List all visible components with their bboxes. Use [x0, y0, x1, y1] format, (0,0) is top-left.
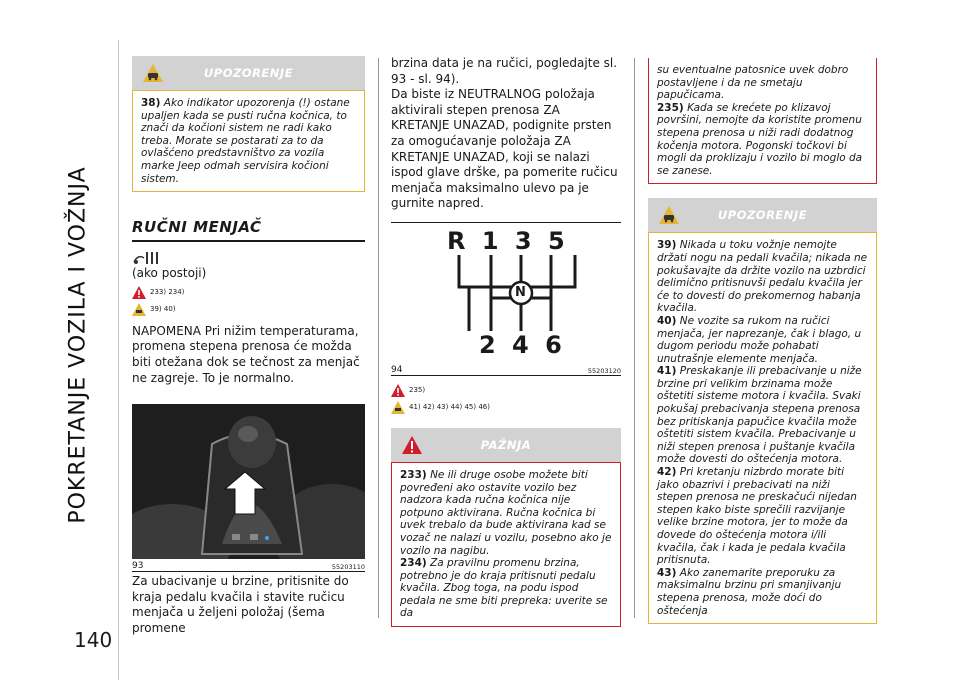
figure-94-caption: [391, 365, 621, 375]
danger-233-text: Ne ili druge osobe možete biti povređeni ako ostavite vozilo bez nadzora kada ručna kočnica nije potpuno aktivirana. Ručna kočnica bi uvek trebalo da bude aktivirana kad se vozač ne nalazi u vozilu, posebno ako je vozilo na nagibu.: [400, 468, 612, 557]
danger-header: [391, 428, 621, 462]
figure-94-number: 94: [391, 364, 403, 375]
warning-header-text: UPOZORENJE: [203, 66, 294, 80]
gear-lever-photo: [132, 404, 365, 559]
car-warning-icon: [142, 63, 164, 83]
danger-234-text: Za pravilnu promenu brzina, potrebno je do kraja pritisnuti pedalu kvačila. Zbog toga, na podu ispod pedala ne sme biti prepreka: uverite se da: [400, 557, 608, 620]
car-warning-icon: [658, 205, 680, 225]
danger-triangle-icon: [391, 384, 405, 397]
figure-93-number: 93: [132, 561, 144, 572]
warning-refs-text: 41) 42) 43) 44) 45) 46): [409, 403, 490, 412]
column2-top-text: brzina data je na ručici, pogledajte sl. 93 - sl. 94).: [391, 56, 618, 86]
figure-93-caption: [132, 561, 365, 571]
danger-header-text: PAŽNJA: [480, 437, 532, 452]
danger-233-number: 233): [400, 468, 427, 481]
warning-39-text: Nikada u toku vožnje nemojte držati nogu na pedali kvačila; nikada ne pokušavajte da držite vozilo na uzbrdici delimično pritisnuvši pedalu kvačila jer će to dovesti do prekomernog habanja kvačila.: [657, 239, 868, 315]
column-1: [132, 56, 365, 637]
warning-38-number: 38): [141, 97, 161, 109]
column-divider-1: [378, 58, 379, 618]
gear-shift-pattern: [391, 223, 621, 363]
danger-234-number: 234): [400, 557, 427, 570]
warning-header: [648, 198, 877, 232]
figure-93-code: 55203110: [331, 563, 365, 572]
gearbox-icon: [132, 250, 158, 266]
column-divider-2: [634, 58, 635, 618]
warning-box-38: [132, 90, 365, 192]
column-2: [391, 56, 621, 627]
side-divider: [118, 40, 119, 680]
warning-42-text: Pri kretanju nizbrdo morate biti jako obazrivi i prebacivati na niži stepen prenosa ne preskačući nijedan stepen kako biste sprečili razvijanje velike brzine motora, jer to može da dovede do oštećenja motora i/ili kvačila, čak i kada je pedala kvačila pritisnuta.: [657, 466, 857, 567]
danger-box-continued: [648, 58, 877, 184]
car-warning-icon: [391, 401, 405, 414]
warning-refs: [132, 303, 365, 316]
shift-instruction-text: Za ubacivanje u brzine, pritisnite do kraja pedalu kvačila i stavite ručicu menjača u željeni položaj (šema promene: [132, 574, 349, 635]
warning-43-number: 43): [657, 566, 677, 579]
danger-refs-text: 235): [409, 386, 426, 395]
car-warning-icon: [132, 303, 146, 316]
warning-refs-text: 39) 40): [150, 305, 176, 314]
figure-93-line: [132, 571, 365, 572]
danger-box: [391, 462, 621, 627]
section-title: RUČNI MENJAČ: [132, 218, 262, 237]
reverse-instruction-text: Da biste iz NEUTRALNOG položaja aktivirali stepen prenosa ZA KRETANJE UNAZAD, podignite prsten za omogućavanje položaja ZA KRETANJE UNAZAD, koji se nalazi ispod glave drške, pa pomerite ručicu menjača maksimalno ulevo pa je gurnite napred.: [391, 87, 618, 211]
chapter-side-title: POKRETANJE VOZILA I VOŽNJA: [65, 166, 91, 524]
warning-38-text: Ako indikator upozorenja (!) ostane upaljen kada se pusti ručna kočnica, to znači da kočioni sistem ne radi kako treba. Morate se postarati za to da ovlašćeno predstavništvo za vozila marke Jeep odmah servisira kočioni sistem.: [141, 97, 350, 185]
danger-235-text: Kada se krećete po klizavoj površini, nemojte da koristite promenu stepena prenosa u niži radi dodatnog kočenja motora. Pogonski točkovi bi mogli da proklizaju i vozilo bi moglo da se zanese.: [657, 101, 863, 177]
warning-40-number: 40): [657, 314, 677, 327]
danger-refs: [132, 286, 365, 299]
figure-94-line: [391, 375, 621, 376]
danger-triangle-icon: [132, 286, 146, 299]
gear-bottom-labels: 2 4 6: [479, 330, 566, 359]
warning-39-number: 39): [657, 239, 677, 252]
optional-text: (ako postoji): [132, 266, 207, 281]
danger-triangle-icon: [401, 435, 423, 455]
warning-43-text: Ako zanemarite preporuku za maksimalnu brzinu pri smanjivanju stepena prenosa, može doći do oštećenja: [657, 566, 842, 617]
warning-refs: [391, 401, 621, 414]
warning-header-text: UPOZORENJE: [717, 208, 808, 223]
warning-41-number: 41): [657, 365, 677, 378]
warning-header: [132, 56, 365, 90]
note-text: NAPOMENA Pri nižim temperaturama, promena stepena prenosa će možda biti otežana dok se tečnost za menjač ne zagreje. To je normalno.: [132, 323, 360, 385]
danger-refs: [391, 384, 621, 397]
section-rule: [132, 240, 365, 242]
page-number: 140: [74, 628, 113, 652]
warning-40-text: Ne vozite sa rukom na ručici menjača, jer naprezanje, čak i blago, u dugom periodu može pohabati unutrašnje elemente menjača.: [657, 314, 862, 365]
figure-94-code: 55203120: [587, 366, 621, 375]
column-3: [648, 58, 877, 624]
gear-top-labels: R 1 3 5: [447, 226, 569, 255]
optional-equipment-icons: [132, 250, 365, 266]
warning-box: [648, 232, 877, 624]
warning-41-text: Preskakanje ili prebacivanje u niže brzine pri velikim brzinama može oštetiti sisteme motora i kvačila. Svaki pokušaj prebacivanja stepena prenosa bez pritiskanja papučice kvačila može oštetiti sistem kvačila. Prebacivanje u niži stepen prenosa i puštanje kvačila može dovesti do oštećenja motora.: [657, 365, 862, 466]
gear-lever-image: [132, 404, 365, 559]
gear-neutral-label: N: [515, 284, 526, 300]
warning-42-number: 42): [657, 466, 677, 479]
danger-refs-text: 233) 234): [150, 288, 185, 297]
danger-cont-text: su eventualne patosnice uvek dobro postavljene i da ne smetaju papučicama.: [657, 64, 849, 102]
danger-235-number: 235): [657, 101, 684, 114]
